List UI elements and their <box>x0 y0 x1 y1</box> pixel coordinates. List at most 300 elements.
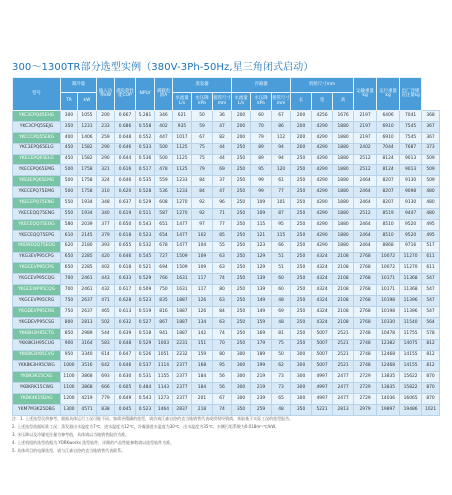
table-row <box>13 274 440 285</box>
table-cell: 0.630 <box>115 372 136 383</box>
table-cell: 11755 <box>400 328 422 339</box>
table-body <box>13 111 440 416</box>
table-cell: 340 <box>97 209 115 220</box>
table-cell: 56 <box>213 383 232 394</box>
table-cell: 500 <box>155 143 173 154</box>
table-cell: 300 <box>291 350 312 361</box>
header-cop: 满负荷性能COP <box>115 78 136 111</box>
table-cell: 0.536 <box>136 154 155 165</box>
table-cell: 250 <box>291 339 312 350</box>
selection-table <box>12 77 440 416</box>
table-cell: 92 <box>192 209 213 220</box>
table-cell: 642 <box>97 361 115 372</box>
table-cell: 12468 <box>377 350 400 361</box>
table-cell: 11396 <box>400 296 422 307</box>
table-cell: 950 <box>61 350 78 361</box>
table-cell: 19486 <box>400 405 422 416</box>
table-row <box>13 296 440 307</box>
table-cell: 7545 <box>400 121 422 132</box>
table-cell: 48 <box>272 405 291 416</box>
model-cell: YKGCEWP95CQG <box>13 285 61 296</box>
table-cell: 250 <box>232 285 251 296</box>
table-cell: 4219 <box>78 394 97 405</box>
table-cell: 179 <box>251 339 272 350</box>
table-cell: 1880 <box>333 176 354 187</box>
model-cell: YKK8K3H95CVG <box>13 350 61 361</box>
table-cell: 87 <box>272 209 291 220</box>
table-row <box>13 111 440 122</box>
model-cell: YKGDEVP95CSG <box>13 317 61 328</box>
table-cell: 816 <box>155 307 173 318</box>
table-cell: 450 <box>61 143 78 154</box>
table-cell: 373 <box>422 143 440 154</box>
table-cell: 3868 <box>78 372 97 383</box>
header-cond-water-flow: 水流量L/s <box>232 93 251 111</box>
table-cell: 450 <box>61 154 78 165</box>
table-cell: 200 <box>291 111 312 122</box>
table-cell: 102 <box>192 230 213 241</box>
table-cell: 79 <box>251 132 272 143</box>
table-row <box>13 252 440 263</box>
table-cell: 67 <box>192 132 213 143</box>
table-cell: 7545 <box>400 132 422 143</box>
table-cell: 300 <box>61 111 78 122</box>
header-full-load-current: 满载电流A <box>155 78 173 111</box>
table-cell: 1125 <box>173 154 192 165</box>
table-cell: 219 <box>251 383 272 394</box>
table-cell: 350 <box>61 121 78 132</box>
table-cell: 1464 <box>155 405 173 416</box>
table-cell: 126 <box>192 296 213 307</box>
header-operating-weight: 运行重量kg <box>377 78 400 111</box>
table-cell: 2377 <box>173 383 192 394</box>
table-cell: 11270 <box>400 263 422 274</box>
table-cell: 1003 <box>155 339 173 350</box>
table-cell: 1887 <box>173 317 192 328</box>
table-cell: 250 <box>232 252 251 263</box>
table-row <box>13 154 440 165</box>
table-cell: 1406 <box>78 132 97 143</box>
table-cell: 694 <box>155 263 173 274</box>
table-cell: 4290 <box>312 143 333 154</box>
table-cell: 2464 <box>354 198 377 209</box>
table-cell: 95 <box>213 361 232 372</box>
table-cell: 250 <box>291 307 312 318</box>
table-cell: 367 <box>422 121 440 132</box>
table-cell: 5007 <box>312 339 333 350</box>
header-cond-pressure-drop: 水压降kPa <box>251 93 272 111</box>
table-cell: 250 <box>232 274 251 285</box>
header-cooling-capacity: 制冷量 <box>61 78 97 93</box>
table-row <box>13 219 440 230</box>
table-cell: 2768 <box>354 274 377 285</box>
table-cell: 73 <box>272 383 291 394</box>
table-cell: 608 <box>155 198 173 209</box>
table-cell: 250 <box>232 241 251 252</box>
table-cell: 1100 <box>61 372 78 383</box>
table-cell: 368 <box>422 111 440 122</box>
table-cell: 941 <box>155 328 173 339</box>
table-cell: 2108 <box>333 307 354 318</box>
table-cell: 1231 <box>78 121 97 132</box>
model-cell: YKGCEVP95CPG <box>13 263 61 274</box>
table-cell: 4324 <box>312 285 333 296</box>
table-cell: 74 <box>213 274 232 285</box>
table-cell: 2464 <box>354 241 377 252</box>
table-cell: 250 <box>232 296 251 307</box>
table-cell: 151 <box>192 339 213 350</box>
table-cell: 1631 <box>173 274 192 285</box>
table-cell: 149 <box>251 296 272 307</box>
table-cell: 10072 <box>377 263 400 274</box>
table-cell: 2464 <box>354 230 377 241</box>
table-cell: 2108 <box>333 263 354 274</box>
table-cell: 10198 <box>377 307 400 318</box>
table-cell: 0.527 <box>136 317 155 328</box>
selection-table-container <box>12 77 440 416</box>
table-cell: 8868 <box>377 241 400 252</box>
table-cell: 36 <box>213 111 232 122</box>
table-cell: 367 <box>422 132 440 143</box>
table-cell: 480 <box>422 187 440 198</box>
table-cell: 159 <box>251 317 272 328</box>
footnote-2: 2. 上述选型依据标准工况；蒸发器出水温度为7℃，进水温度为12℃，冷凝器进水温度为30℃，出水温度为35℃，水侧污垢系数为0.018m²·℃/kW。 <box>12 424 280 429</box>
header-input-power: 输入功率kW <box>97 78 115 111</box>
table-cell: 2813 <box>78 317 97 328</box>
table-cell: 115 <box>272 230 291 241</box>
table-cell: 1887 <box>173 296 192 307</box>
model-cell: YKBK3K15CXG <box>13 372 61 383</box>
table-cell: 500 <box>155 154 173 165</box>
table-cell: 2232 <box>173 350 192 361</box>
table-cell: 4290 <box>312 154 333 165</box>
table-cell: 517 <box>422 241 440 252</box>
table-cell: 0.616 <box>115 165 136 176</box>
table-cell: 259 <box>97 132 115 143</box>
table-cell: 500 <box>61 176 78 187</box>
table-cell: 200 <box>232 121 251 132</box>
table-cell: 11540 <box>400 317 422 328</box>
footnote-5: 5. 具体项目的电源选型，请与江森自控约克当地销售代表联系。 <box>12 448 126 453</box>
table-cell: 536 <box>155 187 173 198</box>
table-cell: 0.637 <box>115 198 136 209</box>
table-cell: 0.619 <box>115 209 136 220</box>
table-cell: 14155 <box>400 361 422 372</box>
table-cell: 71 <box>213 209 232 220</box>
table-cell: 94 <box>272 143 291 154</box>
table-cell: 2180 <box>78 241 97 252</box>
table-cell: 11368 <box>400 274 422 285</box>
table-cell: 8510 <box>377 230 400 241</box>
table-cell: 60 <box>251 111 272 122</box>
table-cell: 9130 <box>400 176 422 187</box>
table-cell: 250 <box>291 263 312 274</box>
table-cell: 2285 <box>78 263 97 274</box>
table-cell: 4290 <box>312 121 333 132</box>
table-cell: 0.523 <box>136 296 155 307</box>
table-cell: 4290 <box>312 241 333 252</box>
table-cell: 0.655 <box>115 241 136 252</box>
table-cell: 134 <box>192 317 213 328</box>
table-cell: 1758 <box>78 187 97 198</box>
table-cell: 300 <box>232 350 251 361</box>
table-cell: 0.523 <box>136 405 155 416</box>
table-cell: 1582 <box>78 143 97 154</box>
table-cell: 11368 <box>400 285 422 296</box>
table-cell: 77 <box>272 187 291 198</box>
table-cell: 2108 <box>333 274 354 285</box>
table-cell: 700 <box>61 285 78 296</box>
table-cell: 15822 <box>400 383 422 394</box>
table-cell: 0.543 <box>136 219 155 230</box>
table-cell: 10072 <box>377 252 400 263</box>
table-cell: 4290 <box>312 198 333 209</box>
table-cell: 37 <box>213 176 232 187</box>
table-cell: 10171 <box>377 274 400 285</box>
table-cell: 443 <box>97 274 115 285</box>
table-cell: 16065 <box>400 394 422 405</box>
table-cell: 0.531 <box>136 372 155 383</box>
table-cell: 766 <box>155 274 173 285</box>
table-cell: 0.650 <box>115 219 136 230</box>
table-cell: 471 <box>97 296 115 307</box>
table-cell: 70 <box>251 121 272 132</box>
table-cell: 678 <box>155 241 173 252</box>
table-cell: 750 <box>155 285 173 296</box>
table-cell: 69 <box>213 165 232 176</box>
table-cell: 7687 <box>400 143 422 154</box>
table-cell: 99 <box>251 187 272 198</box>
table-row <box>13 263 440 274</box>
table-cell: 587 <box>155 209 173 220</box>
table-cell: 5007 <box>312 361 333 372</box>
table-row <box>13 307 440 318</box>
table-cell: 1676 <box>333 111 354 122</box>
table-cell: 9098 <box>400 187 422 198</box>
table-cell: 700 <box>61 274 78 285</box>
table-cell: 547 <box>422 274 440 285</box>
table-cell: 310 <box>97 187 115 198</box>
table-cell: 63 <box>213 252 232 263</box>
model-cell: YKBK4K15DAG <box>13 394 61 405</box>
table-cell: 870 <box>422 383 440 394</box>
table-cell: 1051 <box>155 350 173 361</box>
table-cell: 139 <box>251 274 272 285</box>
table-cell: 324 <box>97 176 115 187</box>
table-cell: 0.613 <box>115 307 136 318</box>
table-cell: 4290 <box>312 219 333 230</box>
table-cell: 1880 <box>333 241 354 252</box>
table-cell: 2979 <box>354 405 377 416</box>
table-cell: 300 <box>232 372 251 383</box>
table-cell: 2748 <box>354 361 377 372</box>
table-cell: 250 <box>232 263 251 274</box>
table-cell: 0.558 <box>136 121 155 132</box>
table-cell: 0.526 <box>136 350 155 361</box>
header-height: 高 <box>333 93 354 111</box>
table-cell: 250 <box>291 328 312 339</box>
table-cell: 550 <box>61 198 78 209</box>
table-cell: 96 <box>213 198 232 209</box>
table-cell: 11270 <box>400 252 422 263</box>
header-evap-pressure-drop: 水压降kPa <box>192 93 213 111</box>
table-cell: 0.647 <box>115 350 136 361</box>
model-cell: YKK8H2H95CTG <box>13 328 61 339</box>
header-cond-pipe-size: 接管尺寸mm <box>272 93 291 111</box>
table-cell: 250 <box>232 339 251 350</box>
table-cell: 66 <box>272 241 291 252</box>
table-cell: 8207 <box>377 198 400 209</box>
table-cell: 693 <box>97 372 115 383</box>
table-cell: 82 <box>213 132 232 143</box>
table-cell: 14155 <box>400 350 422 361</box>
table-cell: 2521 <box>333 339 354 350</box>
model-cell: YKGDEVP95CRG <box>13 307 61 318</box>
table-cell: 1934 <box>78 198 97 209</box>
table-row <box>13 328 440 339</box>
table-cell: 129 <box>251 252 272 263</box>
table-cell: 250 <box>232 209 251 220</box>
table-cell: 67 <box>272 111 291 122</box>
table-cell: 1233 <box>173 187 192 198</box>
table-cell: 0.648 <box>115 339 136 350</box>
table-cell: 1155 <box>155 372 173 383</box>
table-cell: 2729 <box>354 394 377 405</box>
table-cell: 3340 <box>78 350 97 361</box>
table-cell: 84 <box>192 187 213 198</box>
model-cell: YKECEPQ75EMG <box>13 187 61 198</box>
table-cell: 109 <box>192 263 213 274</box>
table-cell: 300 <box>232 394 251 405</box>
table-cell: 300 <box>232 361 251 372</box>
table-row <box>13 198 440 209</box>
table-cell: 750 <box>61 296 78 307</box>
model-cell: YKM7M3K25DBG <box>13 405 61 416</box>
table-cell: 189 <box>251 350 272 361</box>
table-cell: 0.667 <box>115 111 136 122</box>
table-cell: 3868 <box>78 383 97 394</box>
model-cell: YKECEQQ75ENG <box>13 209 61 220</box>
table-cell: 8519 <box>377 209 400 220</box>
table-cell: 51 <box>272 252 291 263</box>
table-cell: 0.645 <box>115 405 136 416</box>
table-cell: 250 <box>291 296 312 307</box>
table-cell: 300 <box>291 394 312 405</box>
table-cell: 77 <box>213 219 232 230</box>
table-cell: 4997 <box>312 372 333 383</box>
table-cell: 495 <box>422 219 440 230</box>
table-cell: 250 <box>232 176 251 187</box>
table-cell: 480 <box>422 198 440 209</box>
table-cell: 81 <box>272 328 291 339</box>
table-cell: 2461 <box>78 285 97 296</box>
table-cell: 15622 <box>400 372 422 383</box>
table-cell: 300 <box>291 383 312 394</box>
table-cell: 850 <box>61 328 78 339</box>
table-cell: 12382 <box>377 339 400 350</box>
table-cell: 250 <box>291 230 312 241</box>
table-cell: 0.529 <box>136 198 155 209</box>
table-cell: 2768 <box>354 296 377 307</box>
table-cell: 200 <box>291 143 312 154</box>
table-cell: 139 <box>251 285 272 296</box>
table-cell: 2748 <box>354 350 377 361</box>
page-title: 300～1300TR部分选型实例（380V-3Ph-50Hz,星三角闭式启动） <box>12 62 314 73</box>
table-cell: 250 <box>232 317 251 328</box>
model-cell: YKECEPQ75ENG <box>13 198 61 209</box>
table-cell: 109 <box>251 198 272 209</box>
table-cell: 6910 <box>377 132 400 143</box>
table-cell: 2231 <box>173 339 192 350</box>
table-cell: 465 <box>97 307 115 318</box>
model-cell: YKE4EPQ65EMG <box>13 176 61 187</box>
table-cell: 199 <box>251 361 272 372</box>
table-cell: 379 <box>97 230 115 241</box>
model-cell: YKECEPQ65ELG <box>13 154 61 165</box>
table-cell: 1631 <box>173 285 192 296</box>
table-cell: 500 <box>61 187 78 198</box>
model-cell: YKGCEVP95CRG <box>13 296 61 307</box>
table-cell: 250 <box>291 165 312 176</box>
table-cell: 47 <box>213 187 232 198</box>
table-row <box>13 121 440 132</box>
table-cell: 19897 <box>377 405 400 416</box>
table-cell: 0.618 <box>115 263 136 274</box>
table-cell: 4997 <box>312 394 333 405</box>
header-condenser: 冷凝器 <box>232 78 291 93</box>
table-cell: 432 <box>97 285 115 296</box>
table-cell: 870 <box>422 372 440 383</box>
table-cell: 346 <box>155 111 173 122</box>
table-cell: 0.648 <box>115 132 136 143</box>
table-cell: 2145 <box>78 230 97 241</box>
header-evap-pipe-size: 接管尺寸mm <box>213 93 232 111</box>
table-cell: 84 <box>213 307 232 318</box>
table-cell: 109 <box>192 252 213 263</box>
table-row <box>13 350 440 361</box>
header-kw: kW <box>78 93 97 111</box>
table-cell: 250 <box>291 198 312 209</box>
table-cell: 168 <box>192 361 213 372</box>
footnotes <box>12 415 440 455</box>
table-cell: 1880 <box>333 132 354 143</box>
table-cell: 250 <box>291 176 312 187</box>
table-cell: 115 <box>251 219 272 230</box>
table-cell: 79 <box>192 165 213 176</box>
table-cell: 1021 <box>422 405 440 416</box>
table-cell: 867 <box>155 317 173 328</box>
table-cell: 4324 <box>312 252 333 263</box>
table-cell: 509 <box>422 176 440 187</box>
table-cell: 350 <box>291 405 312 416</box>
table-cell: 578 <box>422 328 440 339</box>
table-cell: 509 <box>422 154 440 165</box>
table-cell: 2521 <box>333 361 354 372</box>
table-cell: 2637 <box>78 307 97 318</box>
header-evap-water-flow: 水流量L/s <box>173 93 192 111</box>
table-cell: 377 <box>97 219 115 230</box>
table-cell: 547 <box>422 307 440 318</box>
table-cell: 4290 <box>312 230 333 241</box>
table-cell: 1934 <box>78 209 97 220</box>
table-cell: 2464 <box>354 176 377 187</box>
table-cell: 4290 <box>312 165 333 176</box>
table-cell: 495 <box>422 230 440 241</box>
table-cell: 8207 <box>377 176 400 187</box>
table-cell: 259 <box>251 405 272 416</box>
table-cell: 2464 <box>354 187 377 198</box>
table-cell: 4571 <box>78 405 97 416</box>
